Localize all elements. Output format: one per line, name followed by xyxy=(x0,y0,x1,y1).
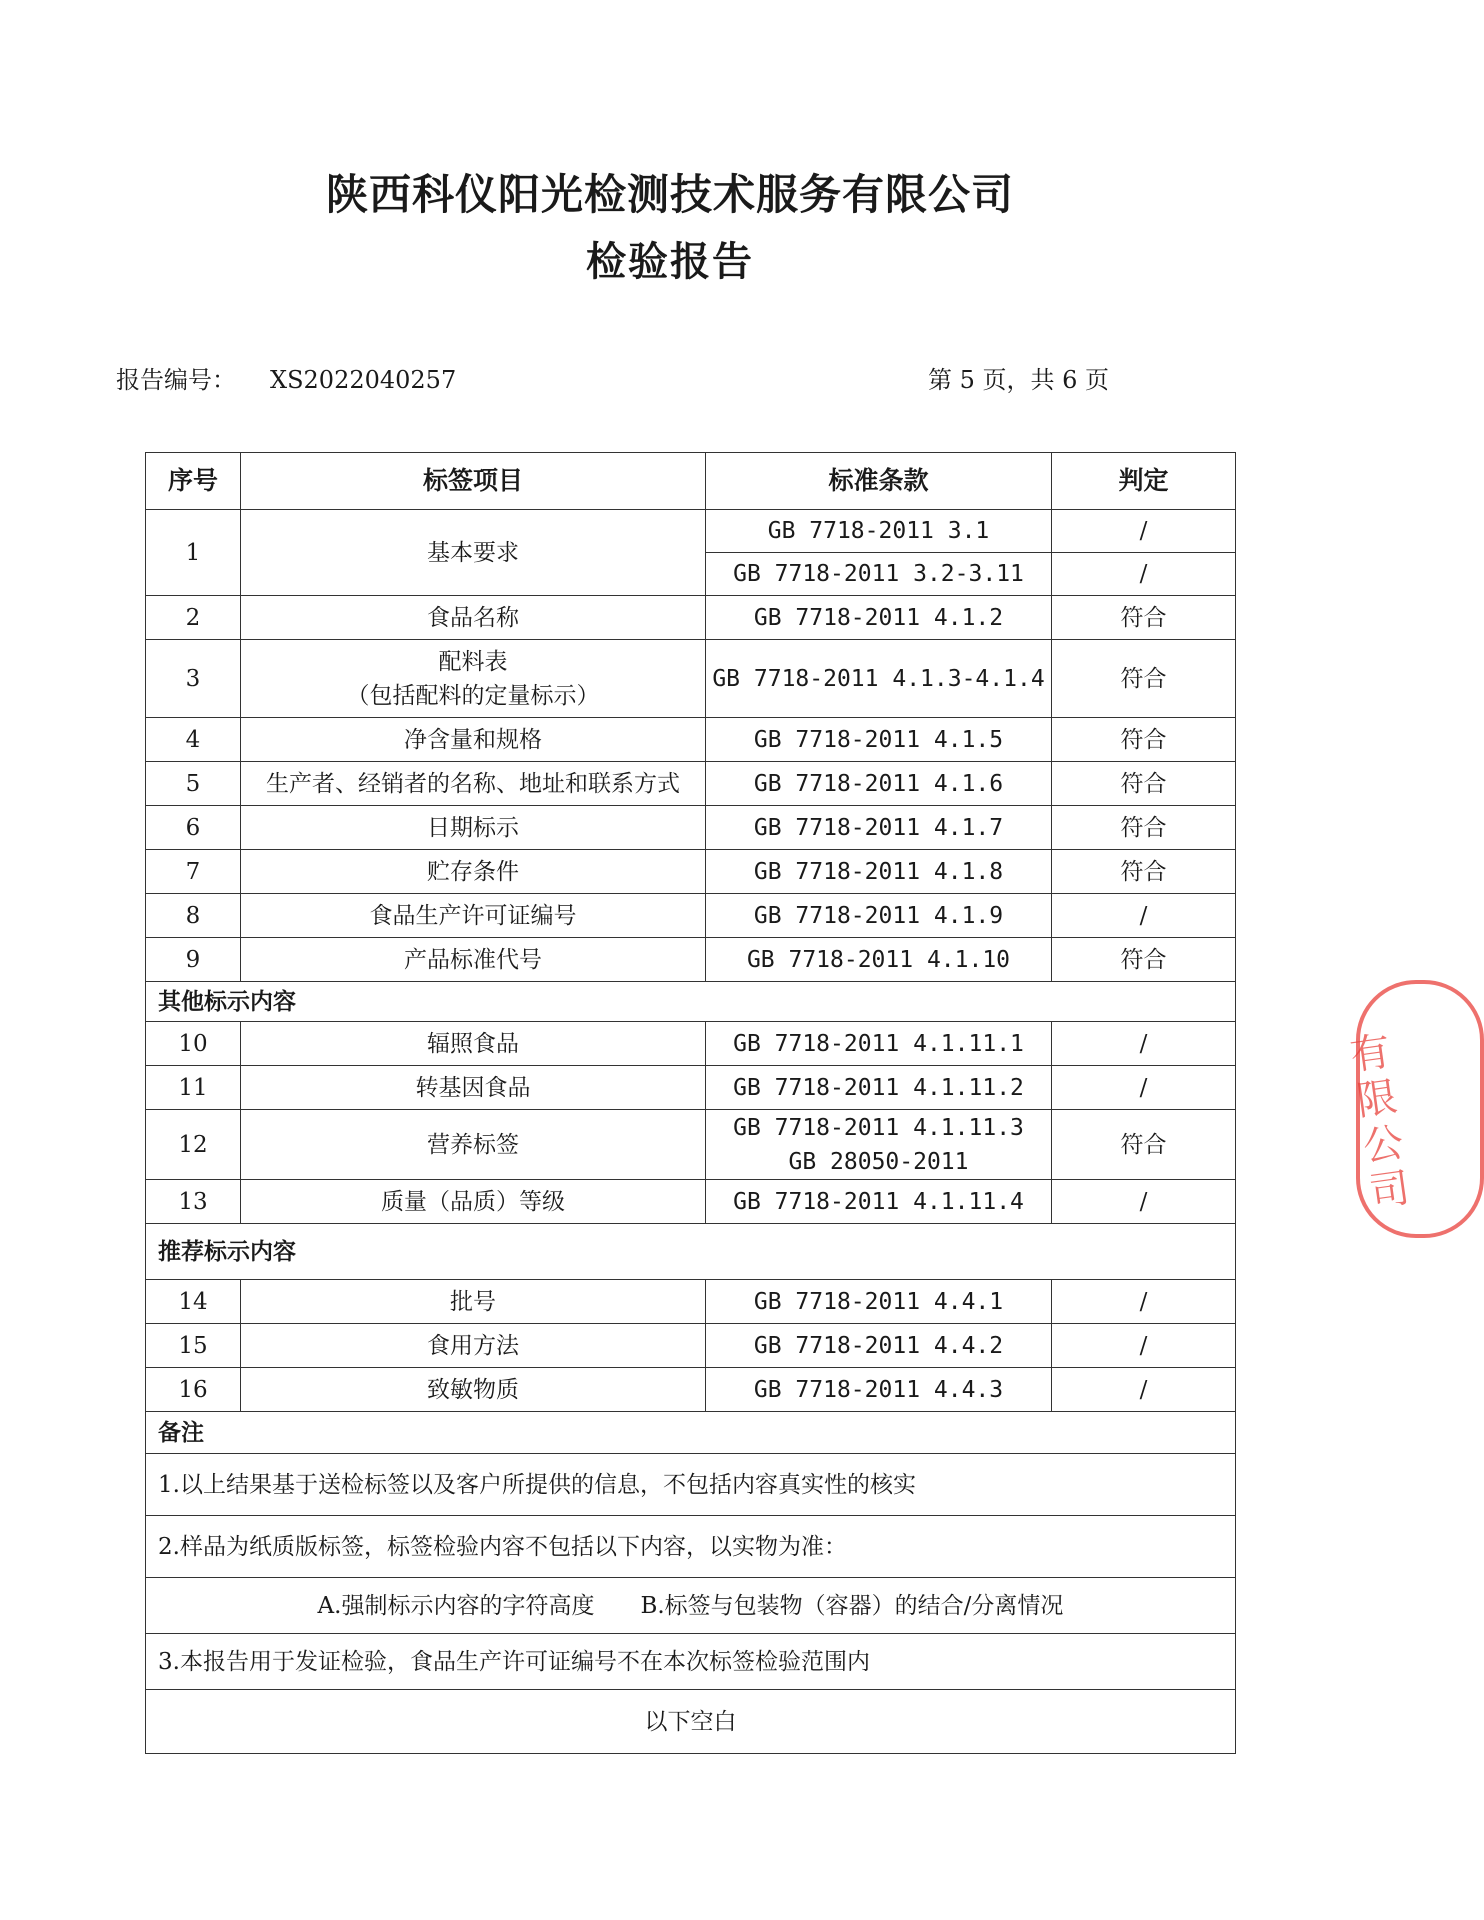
row-standard xyxy=(706,1110,1052,1180)
row-number: 6 xyxy=(146,806,241,850)
report-number-label: 报告编号： xyxy=(116,366,236,394)
row-item: 转基因食品 xyxy=(241,1066,706,1110)
row-item-line: （包括配料的定量标示） xyxy=(346,682,600,709)
row-standard: GB 7718-2011 4.1.11.2 xyxy=(706,1066,1052,1110)
row-standard: GB 7718-2011 4.1.2 xyxy=(706,596,1052,640)
row-item: 产品标准代号 xyxy=(241,938,706,982)
row-item: 营养标签 xyxy=(241,1110,706,1180)
row-number: 11 xyxy=(146,1066,241,1110)
table-row xyxy=(146,1324,1236,1368)
row-result: 符合 xyxy=(1052,596,1236,640)
row-number: 2 xyxy=(146,596,241,640)
notes-title-row xyxy=(146,1412,1236,1454)
table-row xyxy=(146,1280,1236,1324)
note-row xyxy=(146,1634,1236,1690)
row-item: 贮存条件 xyxy=(241,850,706,894)
row-number: 7 xyxy=(146,850,241,894)
table-row xyxy=(146,1110,1236,1180)
section-other-heading: 其他标示内容 xyxy=(146,982,1236,1022)
note-3: 3.本报告用于发证检验，食品生产许可证编号不在本次标签检验范围内 xyxy=(146,1634,1236,1690)
row-standard-line: GB 28050-2011 xyxy=(788,1148,969,1175)
row-number: 4 xyxy=(146,718,241,762)
row-item: 基本要求 xyxy=(241,510,706,596)
row-item: 食品名称 xyxy=(241,596,706,640)
row-number: 1 xyxy=(146,510,241,596)
row-standard: GB 7718-2011 4.1.11.4 xyxy=(706,1180,1052,1224)
row-standard: GB 7718-2011 4.1.8 xyxy=(706,850,1052,894)
table-row xyxy=(146,850,1236,894)
row-number: 8 xyxy=(146,894,241,938)
row-item: 食品生产许可证编号 xyxy=(241,894,706,938)
row-standard: GB 7718-2011 4.4.2 xyxy=(706,1324,1052,1368)
row-result: / xyxy=(1052,553,1236,596)
row-result: 符合 xyxy=(1052,640,1236,718)
row-result: / xyxy=(1052,1022,1236,1066)
row-number: 10 xyxy=(146,1022,241,1066)
row-standard: GB 7718-2011 4.4.1 xyxy=(706,1280,1052,1324)
row-result: / xyxy=(1052,1066,1236,1110)
table-row xyxy=(146,762,1236,806)
row-result: 符合 xyxy=(1052,1110,1236,1180)
row-standard: GB 7718-2011 4.1.6 xyxy=(706,762,1052,806)
note-row xyxy=(146,1578,1236,1634)
row-standard-line: GB 7718-2011 4.1.11.3 xyxy=(733,1114,1024,1141)
row-standard: GB 7718-2011 4.1.11.1 xyxy=(706,1022,1052,1066)
row-result: 符合 xyxy=(1052,850,1236,894)
row-number: 16 xyxy=(146,1368,241,1412)
row-result: / xyxy=(1052,1180,1236,1224)
row-number: 3 xyxy=(146,640,241,718)
table-row xyxy=(146,640,1236,718)
row-standard: GB 7718-2011 3.1 xyxy=(706,510,1052,553)
row-standard: GB 7718-2011 4.1.10 xyxy=(706,938,1052,982)
row-result: 符合 xyxy=(1052,762,1236,806)
report-number-line xyxy=(116,360,456,395)
table-row xyxy=(146,510,1236,553)
row-item xyxy=(241,640,706,718)
row-standard: GB 7718-2011 3.2-3.11 xyxy=(706,553,1052,596)
note-row xyxy=(146,1454,1236,1516)
notes-title: 备注 xyxy=(146,1412,1236,1454)
report-title: 检验报告 xyxy=(586,239,754,285)
table-row xyxy=(146,1180,1236,1224)
section-recommended-heading: 推荐标示内容 xyxy=(146,1224,1236,1280)
row-item: 净含量和规格 xyxy=(241,718,706,762)
row-item: 质量（品质）等级 xyxy=(241,1180,706,1224)
company-name: 陕西科仪阳光检测技术服务有限公司 xyxy=(325,170,1014,219)
table-row xyxy=(146,1368,1236,1412)
company-seal-text: 有限公司 xyxy=(1347,1028,1413,1217)
row-number: 14 xyxy=(146,1280,241,1324)
row-result: / xyxy=(1052,1280,1236,1324)
table-header-row xyxy=(146,453,1236,510)
blank-below-text: 以下空白 xyxy=(146,1690,1236,1754)
row-number: 5 xyxy=(146,762,241,806)
note-2-detail: A.强制标示内容的字符高度 B.标签与包装物（容器）的结合/分离情况 xyxy=(146,1578,1236,1634)
table-row xyxy=(146,718,1236,762)
row-result: / xyxy=(1052,510,1236,553)
row-result: / xyxy=(1052,1324,1236,1368)
end-row xyxy=(146,1690,1236,1754)
column-header: 标准条款 xyxy=(706,453,1052,510)
row-item: 批号 xyxy=(241,1280,706,1324)
row-result: 符合 xyxy=(1052,938,1236,982)
report-number: XS2022040257 xyxy=(270,366,457,394)
row-standard: GB 7718-2011 4.1.7 xyxy=(706,806,1052,850)
row-standard: GB 7718-2011 4.1.5 xyxy=(706,718,1052,762)
row-result: 符合 xyxy=(1052,806,1236,850)
section-row xyxy=(146,1224,1236,1280)
note-2: 2.样品为纸质版标签，标签检验内容不包括以下内容，以实物为准： xyxy=(146,1516,1236,1578)
row-item: 食用方法 xyxy=(241,1324,706,1368)
page-info: 第 5 页，共 6 页 xyxy=(928,366,1110,394)
row-standard: GB 7718-2011 4.1.3-4.1.4 xyxy=(706,640,1052,718)
table-row xyxy=(146,1066,1236,1110)
row-standard: GB 7718-2011 4.1.9 xyxy=(706,894,1052,938)
row-number: 12 xyxy=(146,1110,241,1180)
row-result: / xyxy=(1052,894,1236,938)
row-item: 日期标示 xyxy=(241,806,706,850)
table-row xyxy=(146,894,1236,938)
column-header: 判定 xyxy=(1052,453,1236,510)
column-header: 序号 xyxy=(146,453,241,510)
row-item-line: 配料表 xyxy=(438,648,508,675)
inspection-table xyxy=(145,452,1236,1754)
row-item: 辐照食品 xyxy=(241,1022,706,1066)
table-row xyxy=(146,596,1236,640)
row-result: / xyxy=(1052,1368,1236,1412)
row-result: 符合 xyxy=(1052,718,1236,762)
row-item: 生产者、经销者的名称、地址和联系方式 xyxy=(241,762,706,806)
row-number: 9 xyxy=(146,938,241,982)
row-number: 15 xyxy=(146,1324,241,1368)
note-row xyxy=(146,1516,1236,1578)
row-number: 13 xyxy=(146,1180,241,1224)
column-header: 标签项目 xyxy=(241,453,706,510)
table-row xyxy=(146,1022,1236,1066)
note-1: 1.以上结果基于送检标签以及客户所提供的信息，不包括内容真实性的核实 xyxy=(146,1454,1236,1516)
section-row xyxy=(146,982,1236,1022)
row-item: 致敏物质 xyxy=(241,1368,706,1412)
row-standard: GB 7718-2011 4.4.3 xyxy=(706,1368,1052,1412)
table-row xyxy=(146,806,1236,850)
table-row xyxy=(146,938,1236,982)
